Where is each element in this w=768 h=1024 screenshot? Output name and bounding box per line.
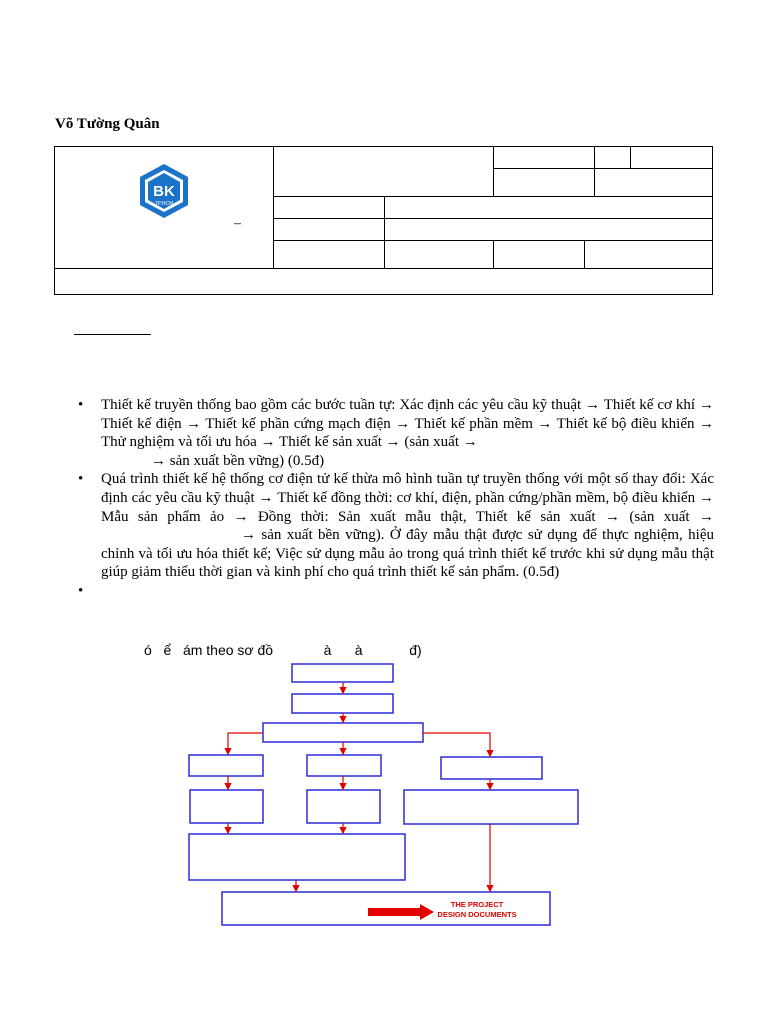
caption-part-1: ó bbox=[144, 642, 152, 658]
caption-part-2: ể bbox=[163, 642, 172, 658]
flow-box-2 bbox=[292, 694, 393, 713]
logo-text: BK bbox=[153, 183, 175, 200]
caption-part-3: ám theo sơ đồ bbox=[182, 642, 274, 658]
arrow-3-4a bbox=[228, 733, 263, 754]
flow-box-4b bbox=[307, 755, 381, 776]
arrow-3-4c bbox=[423, 733, 490, 756]
flow-box-3 bbox=[263, 723, 423, 742]
flow-box-4a bbox=[189, 755, 263, 776]
final-label-line1: THE PROJECT bbox=[450, 900, 504, 909]
flow-box-5a bbox=[190, 790, 263, 823]
flow-box-5c bbox=[404, 790, 578, 824]
logo-subtext: TP.HCM bbox=[154, 201, 174, 207]
answer-item-2-text-cont: → sản xuất bền vững). Ở đây mẫu thật được sử dụng để thực nghiệm, hiệu chỉnh và tối ưu hóa thiết kế; Việc sử dụng mẫu ảo trong quá trình thiết kế trước khi sử dụng mẫu thật giúp giảm thiểu thời gian và kinh phí cho quá trình thiết kế sản phẩm. (0.5đ) bbox=[101, 527, 714, 581]
caption-part-6: đ) bbox=[409, 642, 422, 658]
caption-part-5: à bbox=[354, 642, 363, 658]
answer-item-1-text-cont: → sản xuất bền vững) (0.5đ) bbox=[151, 452, 325, 469]
thick-arrow-icon bbox=[368, 904, 434, 920]
flow-box-5b bbox=[307, 790, 380, 823]
flow-box-1 bbox=[292, 664, 393, 682]
flow-box-4c bbox=[441, 757, 542, 779]
final-label-line2: DESIGN DOCUMENTS bbox=[437, 910, 517, 919]
header-dash: – bbox=[234, 216, 241, 231]
author-name: Võ Tường Quân bbox=[55, 116, 160, 132]
answer-item-2-text: Quá trình thiết kế hệ thống cơ điện tử kế thừa mô hình tuần tự truyền thống với một số thay đổi: Xác định các yêu cầu kỹ thuật → Thiết kế đồng thời: cơ khí, điện, phần cứng/phần mềm, bộ điều khiển → Mẫu sản phẩm ảo → Đồng thời: Sản xuất mẫu thật, Thiết kế sản xuất → (sản xuất → bbox=[101, 471, 714, 525]
caption-part-4: à bbox=[323, 642, 332, 658]
answer-item-1-text: Thiết kế truyền thống bao gồm các bước tuần tự: Xác định các yêu cầu kỹ thuật → Thiết kế cơ khí → Thiết kế điện → Thiết kế phần cứng mạch điện → Thiết kế phần mềm → Thiết kế bộ điều khiển → Thử nghiệm và tối ưu hóa → Thiết kế sản xuất → (sản xuất → bbox=[101, 397, 714, 451]
flow-box-6 bbox=[189, 834, 405, 880]
